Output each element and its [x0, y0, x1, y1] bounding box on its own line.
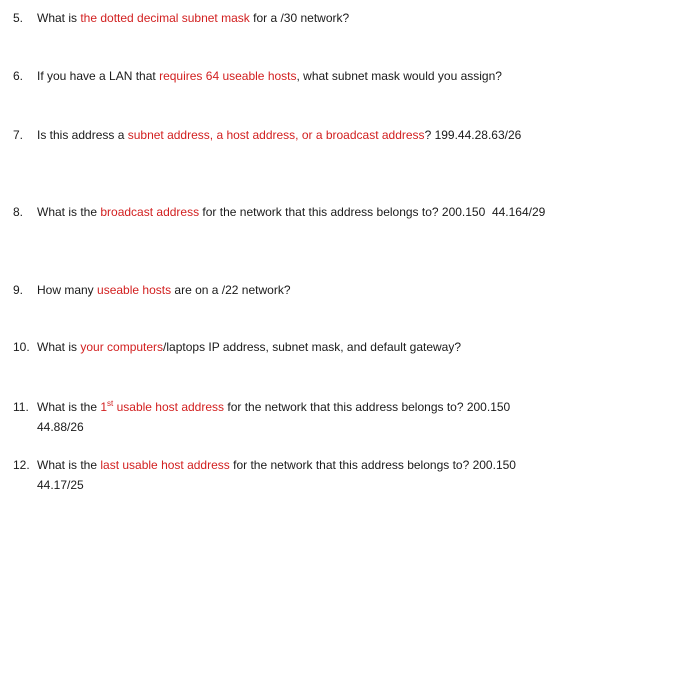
- question-number: 8.: [13, 205, 24, 219]
- question-text: [37, 66, 617, 86]
- question-text-post: for a /30 network?: [249, 11, 350, 25]
- question-text: [37, 8, 617, 28]
- question-text-line2: 44.88/26: [37, 420, 84, 434]
- question-text-post: /laptops IP address, subnet mask, and default gateway?: [163, 340, 462, 354]
- question-highlight: usable host address: [113, 400, 225, 414]
- question-text: [37, 125, 617, 145]
- question-text: [37, 397, 617, 437]
- question-text: [37, 202, 617, 222]
- question-highlight: the dotted decimal subnet mask: [80, 11, 250, 25]
- question-number: 12.: [13, 458, 30, 472]
- question-number: 10.: [13, 340, 30, 354]
- question-text-pre: Is this address a: [37, 128, 128, 142]
- question-highlight: requires 64 useable hosts: [159, 69, 297, 83]
- ordinal-number: 1: [100, 400, 108, 414]
- question-highlight: subnet address, a host address, or a broadcast address: [127, 128, 425, 142]
- question-number: 6.: [13, 69, 24, 83]
- question-text-pre: What is the: [37, 458, 101, 472]
- question-number: 9.: [13, 283, 24, 297]
- question-text-pre: What is the: [37, 205, 101, 219]
- question-text-pre: What is: [37, 11, 81, 25]
- question-number: 7.: [13, 128, 24, 142]
- question-highlight: your computers: [80, 340, 164, 354]
- question-text-post: , what subnet mask would you assign?: [296, 69, 502, 83]
- question-text-post: for the network that this address belongs to? 200.150: [229, 458, 516, 472]
- question-text-line2: 44.17/25: [37, 478, 84, 492]
- question-text: [37, 455, 617, 495]
- question-text-pre: How many: [37, 283, 98, 297]
- question-text-pre: What is the: [37, 400, 101, 414]
- question-number: 11.: [13, 400, 29, 414]
- question-text-post: ? 199.44.28.63/26: [424, 128, 522, 142]
- question-text-post: for the network that this address belongs to? 200.150 44.164/29: [199, 205, 546, 219]
- question-highlight: useable hosts: [97, 283, 172, 297]
- question-text: [37, 280, 617, 300]
- question-text-pre: If you have a LAN that: [37, 69, 160, 83]
- question-highlight: last usable host address: [100, 458, 230, 472]
- ordinal-suffix: st: [107, 399, 114, 408]
- question-text: [37, 337, 617, 357]
- question-text-post: for the network that this address belongs to? 200.150: [224, 400, 511, 414]
- question-text-post: are on a /22 network?: [171, 283, 291, 297]
- question-number: 5.: [13, 11, 24, 25]
- question-highlight-ordinal: [100, 400, 113, 414]
- question-text-pre: What is: [37, 340, 81, 354]
- question-highlight: broadcast address: [100, 205, 200, 219]
